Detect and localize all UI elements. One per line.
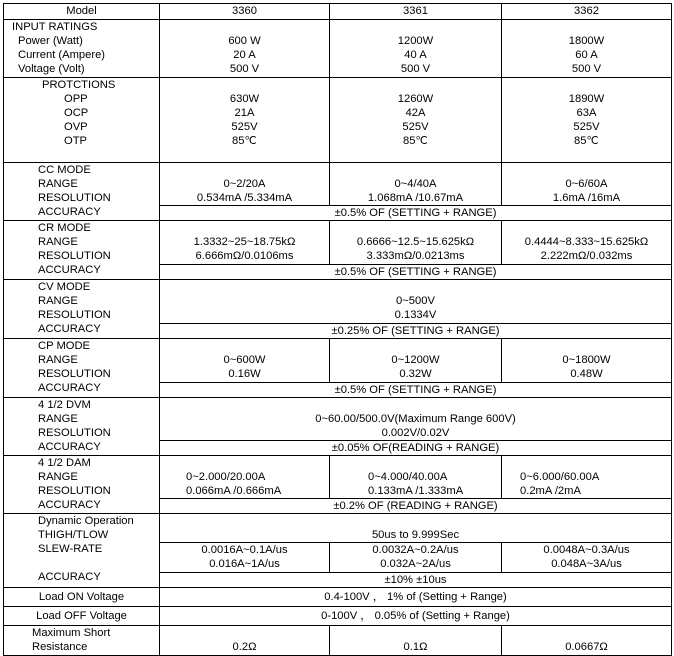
dam-3361 [330, 456, 502, 499]
power-label: Power (Watt) [18, 35, 83, 47]
dvm-label [4, 398, 160, 456]
cc-resolution-3362: 1.6mA /16mA [552, 192, 621, 204]
cp-range-3361: 0~1200W [391, 354, 440, 366]
dynamic-thigh-row [4, 514, 672, 543]
voltage-3361: 500 V [400, 63, 431, 75]
protections-3360 [160, 78, 330, 163]
cr-range-3361: 0.6666~12.5~15.625kΩ [356, 236, 475, 248]
otp-3360: 85℃ [231, 135, 257, 147]
dam-title: 4 1/2 DAM [38, 457, 91, 469]
power-3361: 1200W [397, 35, 434, 47]
dam-resolution-3360: 0.066mA /0.666mA [186, 485, 282, 497]
cv-mode-title: CV MODE [38, 281, 91, 293]
cv-resolution-value: 0.1334V [394, 309, 437, 321]
current-3360: 20 A [233, 49, 256, 61]
cc-range-3362: 0~6/60A [565, 178, 608, 190]
input-ratings-row [4, 20, 672, 78]
current-3361: 40 A [404, 49, 427, 61]
cv-range-value: 0~500V [396, 295, 435, 307]
short-resistance-label [4, 626, 160, 656]
cc-range-label: RANGE [38, 178, 78, 190]
protections-3362 [502, 78, 672, 163]
dvm-title: 4 1/2 DVM [38, 399, 91, 411]
protections-label [4, 78, 160, 163]
dam-accuracy-label: ACCURACY [38, 499, 101, 511]
protections-row [4, 78, 672, 163]
header-model-3361: 3361 [330, 4, 502, 20]
slew-3361-b: 0.032A~2A/us [380, 558, 451, 570]
short-3362-cell [502, 626, 672, 656]
short-resistance-label-1: Maximum Short [32, 627, 111, 639]
cp-mode-title: CP MODE [38, 340, 91, 352]
short-3361: 0.1Ω [403, 641, 428, 653]
thigh-value-cell [160, 514, 672, 543]
voltage-3362: 500 V [571, 63, 602, 75]
dynamic-accuracy-value: ±10% ±10us [160, 573, 672, 588]
slew-3362-b: 0.048A~3A/us [551, 558, 622, 570]
thigh-label: THIGH/TLOW [38, 529, 109, 541]
dvm-range-label: RANGE [38, 413, 78, 425]
current-label: Current (Ampere) [18, 49, 106, 61]
header-model-3360: 3360 [160, 4, 330, 20]
input-3362 [502, 20, 672, 78]
cv-range-label: RANGE [38, 295, 78, 307]
cr-3362 [502, 221, 672, 265]
ovp-3362: 525V [573, 121, 600, 133]
cp-resolution-3361: 0.32W [399, 368, 432, 380]
load-on-row [4, 588, 672, 607]
short-resistance-label-2: Resistance [32, 641, 88, 653]
voltage-label: Voltage (Volt) [18, 63, 85, 75]
cp-accuracy-value: ±0.5% OF (SETTING + RANGE) [160, 383, 672, 398]
cr-resolution-3362: 2.222mΩ/0.032ms [540, 250, 633, 262]
ovp-label: OVP [64, 121, 88, 133]
slew-3361 [330, 543, 502, 573]
cv-accuracy-value: ±0.25% OF (SETTING + RANGE) [160, 324, 672, 339]
cc-mode-title: CC MODE [38, 164, 91, 176]
load-off-row [4, 607, 672, 626]
otp-label: OTP [64, 135, 87, 147]
dam-3362 [502, 456, 672, 499]
cc-accuracy-label: ACCURACY [38, 206, 101, 218]
header-model-3362: 3362 [502, 4, 672, 20]
cc-range-3360: 0~2/20A [223, 178, 266, 190]
slew-3361-a: 0.0032A~0.2A/us [372, 544, 459, 556]
load-off-value: 0-100V ， 0.05% of (Setting + Range) [160, 607, 672, 626]
short-resistance-row [4, 626, 672, 656]
cp-resolution-label: RESOLUTION [38, 368, 111, 380]
dvm-all-models [160, 398, 672, 441]
dam-row [4, 456, 672, 499]
cr-resolution-3360: 6.666mΩ/0.0106ms [195, 250, 294, 262]
header-row [4, 4, 672, 20]
cv-mode-row [4, 280, 672, 324]
cc-3361 [330, 163, 502, 206]
cr-mode-row [4, 221, 672, 265]
slew-3360-a: 0.0016A~0.1A/us [201, 544, 288, 556]
slew-3362-a: 0.0048A~0.3A/us [543, 544, 630, 556]
short-3360: 0.2Ω [232, 641, 257, 653]
load-on-label: Load ON Voltage [4, 588, 160, 607]
cc-range-3361: 0~4/40A [394, 178, 437, 190]
cr-3360 [160, 221, 330, 265]
dam-label [4, 456, 160, 514]
load-on-value: 0.4-100V ， 1% of (Setting + Range) [160, 588, 672, 607]
cp-mode-row [4, 339, 672, 383]
power-3360: 600 W [228, 35, 261, 47]
cp-3361 [330, 339, 502, 383]
cr-accuracy-label: ACCURACY [38, 264, 101, 276]
cc-3362 [502, 163, 672, 206]
dynamic-label [4, 514, 160, 588]
current-3362: 60 A [575, 49, 598, 61]
ovp-3361: 525V [402, 121, 429, 133]
cr-mode-label [4, 221, 160, 280]
cr-resolution-label: RESOLUTION [38, 250, 111, 262]
dam-range-3360: 0~2.000/20.00A [186, 471, 266, 483]
opp-label: OPP [64, 93, 88, 105]
cv-all-models [160, 280, 672, 324]
power-3362: 1800W [568, 35, 605, 47]
input-ratings-label [4, 20, 160, 78]
dvm-accuracy-value: ±0.05% OF(READING + RANGE) [160, 441, 672, 456]
dam-accuracy-value: ±0.2% OF (READING + RANGE) [160, 499, 672, 514]
dam-resolution-3361: 0.133mA /1.333mA [368, 485, 464, 497]
short-3360-cell [160, 626, 330, 656]
cp-3360 [160, 339, 330, 383]
cc-mode-row [4, 163, 672, 206]
cp-resolution-3362: 0.48W [570, 368, 603, 380]
dynamic-accuracy-label: ACCURACY [38, 571, 101, 583]
cv-mode-label [4, 280, 160, 339]
cp-mode-label [4, 339, 160, 398]
short-3362: 0.0667Ω [565, 641, 608, 653]
cp-range-3362: 0~1800W [562, 354, 611, 366]
dam-resolution-3362: 0.2mA /2mA [520, 485, 581, 497]
ocp-3362: 63A [576, 107, 597, 119]
cr-accuracy-value: ±0.5% OF (SETTING + RANGE) [160, 265, 672, 280]
dam-range-label: RANGE [38, 471, 78, 483]
thigh-value: 50us to 9.999Sec [371, 529, 460, 541]
opp-3361: 1260W [397, 93, 434, 105]
voltage-3360: 500 V [229, 63, 260, 75]
slew-3362 [502, 543, 672, 573]
spec-table [3, 3, 672, 656]
dam-range-3362: 0~6.000/60.00A [520, 471, 600, 483]
cc-mode-label [4, 163, 160, 221]
opp-3362: 1890W [568, 93, 605, 105]
cv-accuracy-label: ACCURACY [38, 323, 101, 335]
dvm-range-value: 0~60.00/500.0V(Maximum Range 600V) [315, 413, 516, 425]
cp-resolution-3360: 0.16W [228, 368, 261, 380]
input-ratings-title: INPUT RATINGS [12, 21, 98, 33]
dam-3360 [160, 456, 330, 499]
ovp-3360: 525V [231, 121, 258, 133]
ocp-3361: 42A [405, 107, 426, 119]
otp-3361: 85℃ [402, 135, 428, 147]
cr-range-label: RANGE [38, 236, 78, 248]
header-model: Model [4, 4, 160, 20]
load-off-label: Load OFF Voltage [4, 607, 160, 626]
cv-resolution-label: RESOLUTION [38, 309, 111, 321]
dvm-accuracy-label: ACCURACY [38, 441, 101, 453]
cr-range-3362: 0.4444~8.333~15.625kΩ [524, 236, 649, 248]
slew-3360 [160, 543, 330, 573]
dam-resolution-label: RESOLUTION [38, 485, 111, 497]
cp-range-3360: 0~600W [223, 354, 266, 366]
cp-3362 [502, 339, 672, 383]
short-3361-cell [330, 626, 502, 656]
slew-3360-b: 0.016A~1A/us [209, 558, 280, 570]
cr-3361 [330, 221, 502, 265]
cr-resolution-3361: 3.333mΩ/0.0213ms [366, 250, 465, 262]
slew-rate-label: SLEW-RATE [38, 543, 103, 555]
ocp-label: OCP [64, 107, 89, 119]
cp-range-label: RANGE [38, 354, 78, 366]
cc-resolution-label: RESOLUTION [38, 192, 111, 204]
cc-resolution-3361: 1.068mA /10.67mA [367, 192, 464, 204]
cc-resolution-3360: 0.534mA /5.334mA [196, 192, 293, 204]
input-3360 [160, 20, 330, 78]
input-3361 [330, 20, 502, 78]
ocp-3360: 21A [234, 107, 255, 119]
opp-3360: 630W [229, 93, 260, 105]
otp-3362: 85℃ [573, 135, 599, 147]
cc-3360 [160, 163, 330, 206]
cr-range-3360: 1.3332~25~18.75kΩ [193, 236, 296, 248]
dvm-resolution-label: RESOLUTION [38, 427, 111, 439]
dam-range-3361: 0~4.000/40.00A [368, 471, 448, 483]
cc-accuracy-value: ±0.5% OF (SETTING + RANGE) [160, 206, 672, 221]
cr-mode-title: CR MODE [38, 222, 91, 234]
dvm-row [4, 398, 672, 441]
protections-title: PROTCTIONS [42, 79, 116, 91]
cp-accuracy-label: ACCURACY [38, 382, 101, 394]
dvm-resolution-value: 0.002V/0.02V [381, 427, 450, 439]
dynamic-title: Dynamic Operation [38, 515, 134, 527]
protections-3361 [330, 78, 502, 163]
